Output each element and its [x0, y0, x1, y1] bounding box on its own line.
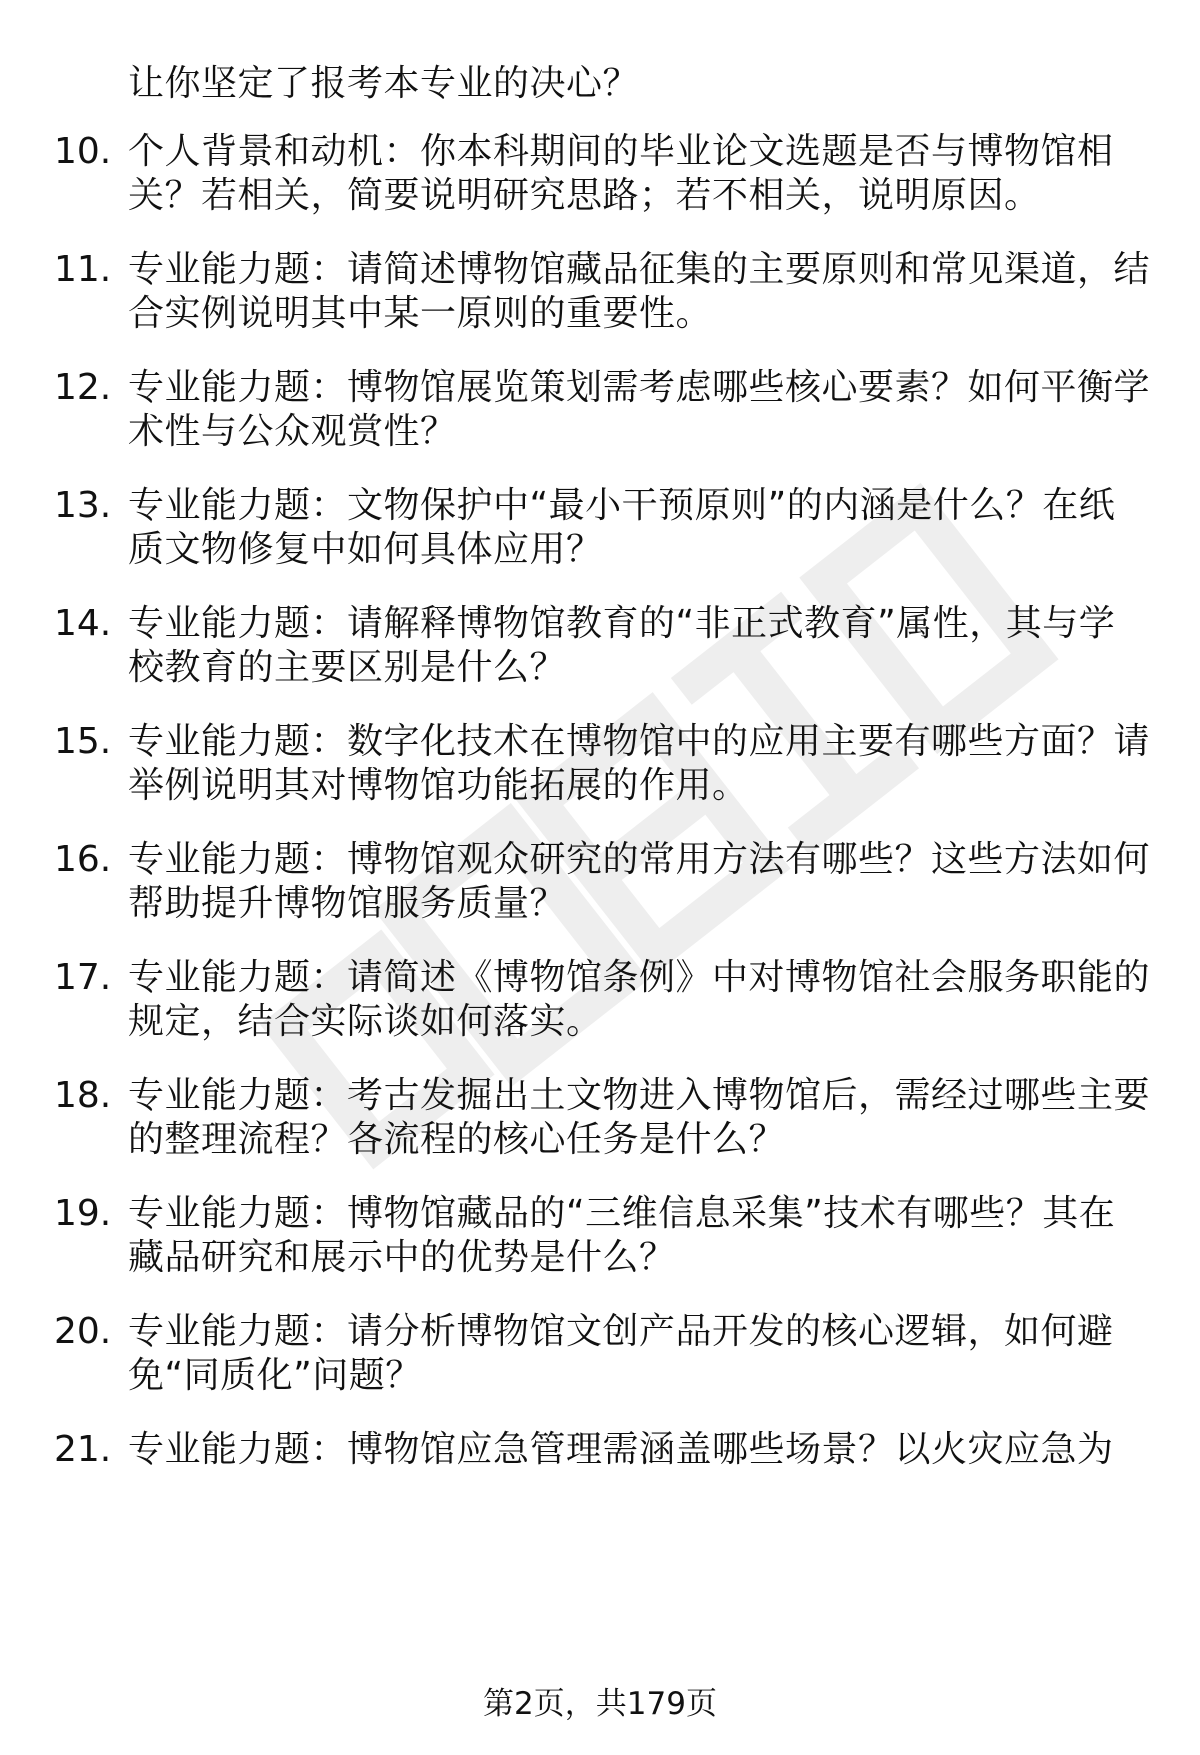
item-number: 16. — [54, 839, 112, 880]
item-text-line: 专业能力题：文物保护中“最小干预原则”的内涵是什么？在纸 — [128, 485, 1116, 526]
item-number: 11. — [54, 249, 112, 290]
item-number: 20. — [54, 1311, 112, 1352]
item-text-line: 专业能力题：请简述《博物馆条例》中对博物馆社会服务职能的 — [128, 957, 1151, 998]
item-text-line: 规定，结合实际谈如何落实。 — [128, 1001, 603, 1042]
item-number: 12. — [54, 367, 112, 408]
item-text-line: 校教育的主要区别是什么？ — [128, 647, 567, 688]
item-text-line: 专业能力题：考古发掘出土文物进入博物馆后，需经过哪些主要 — [128, 1075, 1151, 1116]
item-text-line: 专业能力题：请分析博物馆文创产品开发的核心逻辑，如何避 — [128, 1311, 1114, 1352]
item-number: 19. — [54, 1193, 112, 1234]
item-text-line: 质文物修复中如何具体应用？ — [128, 529, 603, 570]
item-number: 10. — [54, 131, 112, 172]
page-footer: 第2页，共179页 — [483, 1686, 717, 1722]
item-number: 13. — [54, 485, 112, 526]
item-text-line: 专业能力题：数字化技术在博物馆中的应用主要有哪些方面？请 — [128, 721, 1151, 762]
item-text-line: 藏品研究和展示中的优势是什么？ — [128, 1237, 676, 1278]
item-text-line: 关？若相关，简要说明研究思路；若不相关，说明原因。 — [128, 175, 1041, 216]
item-number: 18. — [54, 1075, 112, 1116]
item-text-line: 免“同质化”问题？ — [128, 1355, 422, 1396]
item-number: 17. — [54, 957, 112, 998]
item-number: 14. — [54, 603, 112, 644]
intro-continuation-text: 让你坚定了报考本专业的决心？ — [128, 63, 640, 104]
item-text-line: 举例说明其对博物馆功能拓展的作用。 — [128, 765, 749, 806]
item-text-line: 专业能力题：博物馆观众研究的常用方法有哪些？这些方法如何 — [128, 839, 1151, 880]
item-text-line: 专业能力题：博物馆展览策划需考虑哪些核心要素？如何平衡学 — [128, 367, 1151, 408]
item-text-line: 专业能力题：博物馆藏品的“三维信息采集”技术有哪些？其在 — [128, 1193, 1116, 1234]
item-text-line: 术性与公众观赏性？ — [128, 411, 457, 452]
item-text-line: 的整理流程？各流程的核心任务是什么？ — [128, 1119, 786, 1160]
item-text-line: 专业能力题：博物馆应急管理需涵盖哪些场景？以火灾应急为 — [128, 1429, 1114, 1470]
item-text-line: 专业能力题：请解释博物馆教育的“非正式教育”属性，其与学 — [128, 603, 1116, 644]
item-number: 15. — [54, 721, 112, 762]
item-text-line: 帮助提升博物馆服务质量？ — [128, 883, 567, 924]
item-text-line: 合实例说明其中某一原则的重要性。 — [128, 293, 713, 334]
item-number: 21. — [54, 1429, 112, 1470]
item-text-line: 专业能力题：请简述博物馆藏品征集的主要原则和常见渠道，结 — [128, 249, 1151, 290]
item-text-line: 个人背景和动机：你本科期间的毕业论文选题是否与博物馆相 — [128, 131, 1114, 172]
